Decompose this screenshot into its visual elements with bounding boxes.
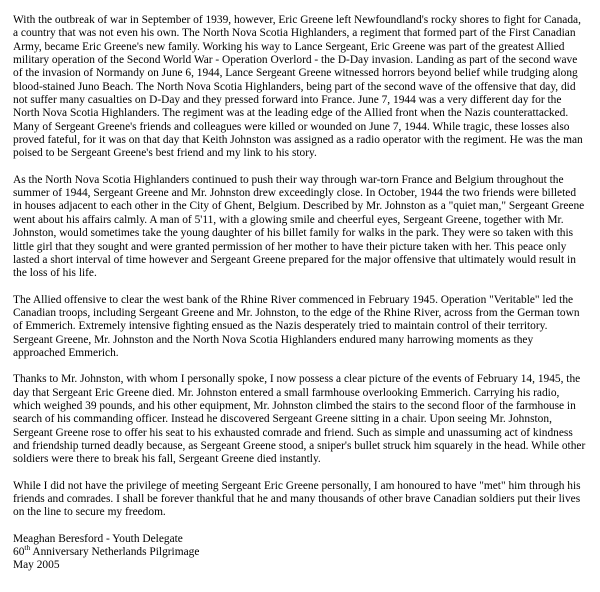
signature-block <box>13 533 587 573</box>
paragraph-outbreak-of-war: With the outbreak of war in September of 1939, however, Eric Greene left Newfoundland's rocky shores to fight for Canada, a country that was not even his own. The North Nova Scotia Highlanders, a regiment that formed part of the First Canadian Army, became Eric Greene's new family. Working his way to Lance Sergeant, Eric Greene was part of the greatest Allied military operation of the Second World War - Operation Overlord - the D-Day invasion. Landing as part of the second wave of the invasion of Normandy on June 6, 1944, Lance Sergeant Greene witnessed horrors beyond belief while trudging along blood-stained Juno Beach. The North Nova Scotia Highlanders, being part of the second wave of the offensive that day, did not suffer many casualties on D-Day and they pressed forward into France. June 7, 1944 was a very different day for the North Nova Scotia Highlanders. The regiment was at the leading edge of the Allied front when the Nazis counterattacked. Many of Sergeant Greene's friends and colleagues were killed or wounded on June 7, 1944. While tragic, these losses also proved fateful, for it was on that day that Keith Johnston was assigned as a radio operator with the regiment. He was the man poised to be Sergeant Greene's best friend and my link to his story. <box>13 14 583 160</box>
paragraph-rhine-offensive: The Allied offensive to clear the west bank of the Rhine River commenced in February 1945. Operation "Veritable" led the Canadian troops, including Sergeant Greene and Mr. Johnston, to the edge of the Rhine River, across from the German town of Emmerich. Extremely intensive fighting ensued as the Nazis desperately tried to maintain control of their territory. Sergeant Greene, Mr. Johnston and the North Nova Scotia Highlanders endured many harrowing moments as they approached Emmerich. <box>13 293 580 359</box>
signature-event-rest: Anniversary Netherlands Pilgrimage <box>30 546 200 559</box>
signature-event-ordinal: th <box>24 543 31 553</box>
paragraph-closing-tribute: While I did not have the privilege of meeting Sergeant Eric Greene personally, I am honoured to have "met" him through his friends and comrades. I shall be forever thankful that he and many thousands of other brave Canadian soldiers put their lives on the line to secure my freedom. <box>13 479 581 519</box>
signature-event <box>13 543 587 559</box>
signature-event-number: 60 <box>13 546 25 559</box>
signature-name: Meaghan Beresford - Youth Delegate <box>13 532 183 545</box>
paragraph-events-of-february-14: Thanks to Mr. Johnston, with whom I personally spoke, I now possess a clear picture of the events of February 14, 1945, the day that Sergeant Eric Greene died. Mr. Johnston entered a small farmhouse overlooking Emmerich. Carrying his radio, which weighed 39 pounds, and his other equipment, Mr. Johnston climbed the stairs to the second floor of the farmhouse in search of his commanding officer. Instead he discovered Sergeant Greene sitting in a chair. Upon seeing Mr. Johnston, Sergeant Greene rose to offer his seat to his exhausted comrade and friend. Such as simple and unassuming act of kindness and friendship turned deadly because, as Sergeant Greene stood, a sniper's bullet struck him squarely in the head. While other soldiers were there to break his fall, Sergeant Greene died instantly. <box>13 373 586 466</box>
paragraph-push-through-france: As the North Nova Scotia Highlanders continued to push their way through war-torn France and Belgium throughout the summer of 1944, Sergeant Greene and Mr. Johnston drew exceedingly close. In October, 1944 the two friends were billeted in houses adjacent to each other in the City of Ghent, Belgium. Described by Mr. Johnston as a "quiet man," Sergeant Greene went about his affairs calmly. A man of 5'11, with a glowing smile and cheerful eyes, Sergeant Greene, together with Mr. Johnston, would sometimes take the young daughter of his billet family for walks in the park. They were so taken with this little girl that they sought and were granted permission of her mother to have their picture taken with her. This peace only lasted a short interval of time however and Sergeant Greene prepared for the major offensive that ultimately would result in the loss of his life. <box>13 173 585 280</box>
signature-date: May 2005 <box>13 559 60 572</box>
